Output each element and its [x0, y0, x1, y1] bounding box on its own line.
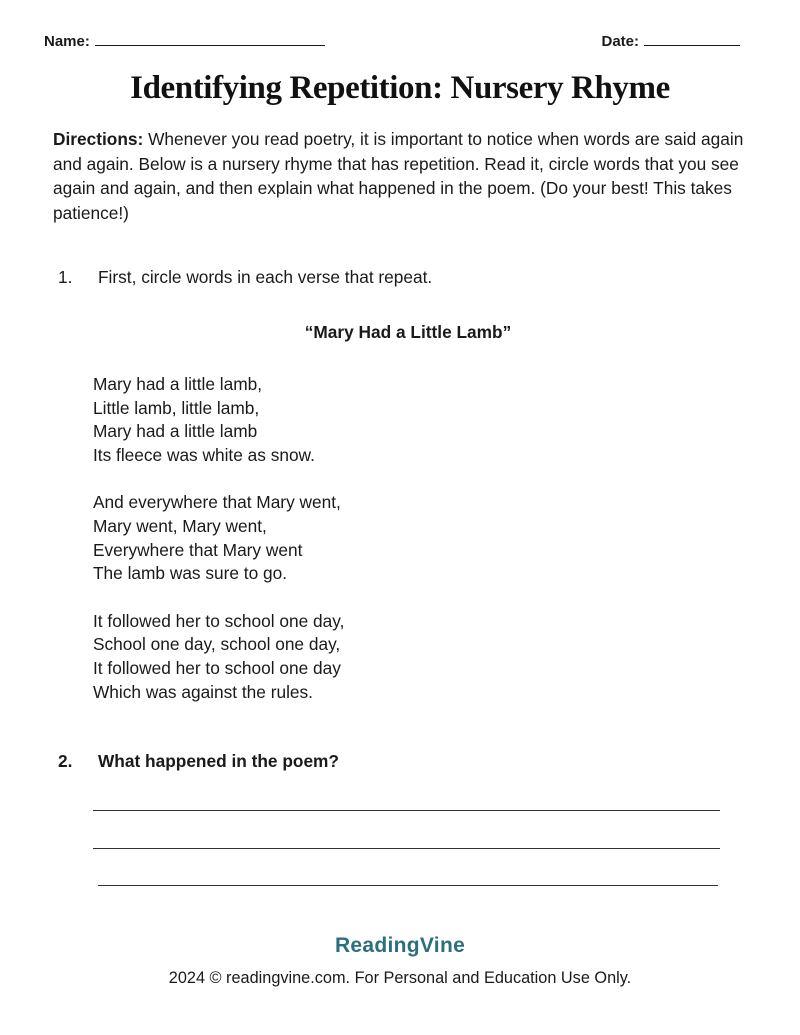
answer-line-1 [93, 810, 720, 811]
poem-line: It followed her to school one day [93, 658, 341, 679]
poem-line: Mary had a little lamb, [93, 374, 263, 394]
directions-text: Whenever you read poetry, it is important to notice when words are said again and again. Below is a nursery rhyme that has repetition. Read it, circle words that you see again and again, and then explain what happened in the poem. (Do your best! This takes patience!) [53, 129, 744, 223]
poem-line: School one day, school one day, [93, 634, 341, 655]
poem-line: Everywhere that Mary went [93, 539, 303, 560]
name-label: Name: [44, 33, 90, 50]
directions [53, 127, 763, 225]
question-2-number: 2. [58, 751, 73, 771]
poem-line: Mary went, Mary went, [93, 516, 267, 537]
footer-copyright: 2024 © readingvine.com. For Personal and Education Use Only. [168, 969, 632, 987]
date-field [601, 33, 740, 50]
question-2-text: What happened in the poem? [98, 751, 339, 771]
poem-line: Its fleece was white as snow. [93, 445, 315, 466]
answer-line-2 [93, 848, 720, 849]
date-label: Date: [601, 33, 639, 50]
question-1-text: First, circle words in each verse that repeat. [98, 267, 433, 287]
poem-title: “Mary Had a Little Lamb” [304, 322, 512, 342]
question-2 [58, 751, 339, 772]
name-blank-line [95, 33, 325, 46]
directions-label: Directions: [53, 129, 144, 149]
poem-line: Which was against the rules. [93, 681, 313, 702]
answer-line-3 [98, 885, 718, 886]
stanza-1 [93, 373, 344, 468]
poem [93, 373, 344, 728]
poem-line: And everywhere that Mary went, [93, 492, 341, 513]
stanza-3 [93, 610, 344, 705]
poem-line: It followed her to school one day, [93, 610, 345, 631]
poem-line: Little lamb, little lamb, [93, 397, 260, 418]
brand-logo: ReadingVine [334, 934, 466, 957]
date-blank-line [644, 33, 740, 46]
page-title: Identifying Repetition: Nursery Rhyme [130, 70, 670, 106]
stanza-2 [93, 491, 344, 586]
poem-line: Mary had a little lamb [93, 421, 258, 442]
name-field [44, 33, 325, 50]
poem-line: The lamb was sure to go. [93, 563, 288, 584]
header-row [44, 33, 744, 53]
question-1-number: 1. [58, 267, 73, 287]
question-1 [58, 267, 432, 288]
